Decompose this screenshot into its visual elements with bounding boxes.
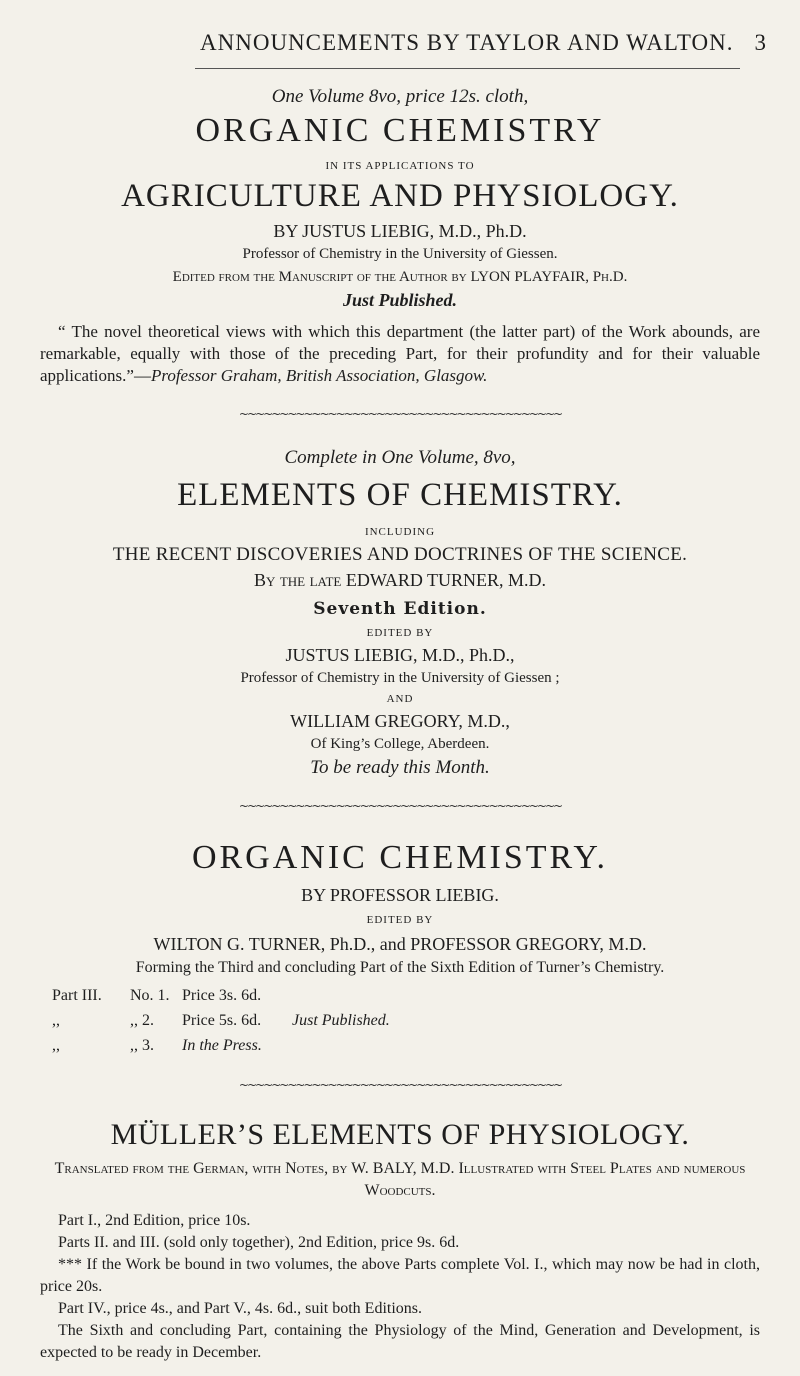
part-price: Price 3s. 6d. [182,987,262,1004]
part-label: ,, [52,1037,60,1054]
page-number: 3 [754,30,766,55]
ad2-editor2-title: Of King’s College, Aberdeen. [310,736,490,752]
ad1-format: One Volume 8vo, price 12s. cloth, [271,86,529,107]
ad-elements-of-chemistry [40,447,760,779]
running-head-title: ANNOUNCEMENTS BY TAYLOR AND WALTON. [200,30,734,55]
ad2-editor1-title: Professor of Chemistry in the University of Giessen ; [240,670,560,686]
ad4-line1: Part I., 2nd Edition, price 10s. [58,1212,251,1229]
ornament-divider: ~~~~~~~~~~~~~~~~~~~~~~~~~~~~~~~~~~~~~~~~ [238,1078,562,1092]
ad2-edition: Seventh Edition. [313,599,487,619]
ad2-editor2: WILLIAM GREGORY, M.D., [290,711,510,731]
ad1-in-its: IN ITS APPLICATIONS TO [325,160,475,172]
header-rule [195,68,740,69]
ad1-quote-source: Professor Graham, British Association, Glasgow. [150,366,488,385]
ad1-subtitle: AGRICULTURE AND PHYSIOLOGY. [121,178,679,214]
ad3-edited-by: EDITED BY [366,914,434,926]
part-status: Just Published. [292,1012,390,1029]
ad1-edited: Edited from the Manuscript of the Author by LYON PLAYFAIR, Ph.D. [172,269,628,285]
ad3-author: BY PROFESSOR LIEBIG. [301,885,499,905]
ad2-edited-by: EDITED BY [366,627,434,639]
ornament-divider: ~~~~~~~~~~~~~~~~~~~~~~~~~~~~~~~~~~~~~~~~ [238,407,562,421]
ad2-editor1: JUSTUS LIEBIG, M.D., Ph.D., [285,645,515,665]
announcements [40,80,760,1364]
ad-organic-chemistry-turner [40,839,760,1058]
part-price: Price 5s. 6d. [182,1012,262,1029]
ad2-author: By the late EDWARD TURNER, M.D. [253,570,547,590]
ad4-line2: Parts II. and III. (sold only together), 2nd Edition, price 9s. 6d. [58,1234,460,1251]
ad3-title: ORGANIC CHEMISTRY. [191,839,609,876]
ornament-divider: ~~~~~~~~~~~~~~~~~~~~~~~~~~~~~~~~~~~~~~~~ [238,799,562,813]
running-head [0,30,800,64]
ad4-title: MÜLLER’S ELEMENTS OF PHYSIOLOGY. [110,1118,690,1151]
ad1-quote [40,321,760,387]
ad1-author-title: Professor of Chemistry in the University of Giessen. [242,246,558,262]
ad2-subtitle: THE RECENT DISCOVERIES AND DOCTRINES OF THE SCIENCE. [112,544,688,565]
part-label: Part III. [52,987,102,1004]
ad2-format: Complete in One Volume, 8vo, [284,447,516,468]
ad1-status: Just Published. [342,290,458,310]
list-item [52,983,760,1008]
ad2-including: INCLUDING [364,526,436,538]
part-number: ,, 2. [130,1012,154,1029]
ad-mueller-physiology [40,1118,760,1364]
ad4-translated: Translated from the German, with Notes, by W. BALY, M.D. Illustrated with Steel Plates and numerous Woodcuts. [54,1160,746,1199]
ad4-line5: The Sixth and concluding Part, containing the Physiology of the Mind, Generation and Development, is expected to be ready in December. [40,1322,760,1361]
ad3-note: Forming the Third and concluding Part of the Sixth Edition of Turner’s Chemistry. [135,959,665,976]
list-item [52,1008,760,1033]
ad3-editors: WILTON G. TURNER, Ph.D., and PROFESSOR GREGORY, M.D. [153,934,647,954]
ad1-title: ORGANIC CHEMISTRY [195,112,605,149]
ad2-and: AND [386,693,414,705]
ad4-line4: Part IV., price 4s., and Part V., 4s. 6d., suit both Editions. [58,1300,422,1317]
part-number: No. 1. [130,987,170,1004]
ad2-status: To be ready this Month. [310,757,490,778]
ad4-line3: *** If the Work be bound in two volumes, the above Parts complete Vol. I., which may now be had in cloth, price 20s. [40,1256,760,1295]
part-status: In the Press. [182,1037,262,1054]
ad1-author: BY JUSTUS LIEBIG, M.D., Ph.D. [273,221,527,241]
ad-organic-chemistry-agriculture [40,86,760,387]
ad3-parts-list [52,983,760,1058]
ad2-title: ELEMENTS OF CHEMISTRY. [177,477,623,513]
ad1-quote-text: “ The novel theoretical views with which this department (the latter part) of the Work abounds, are remarkable, equally with those of the preceding Part, for their profundity and for their valuable applications.”— [40,322,760,385]
list-item [52,1033,760,1058]
part-number: ,, 3. [130,1037,154,1054]
part-label: ,, [52,1012,60,1029]
